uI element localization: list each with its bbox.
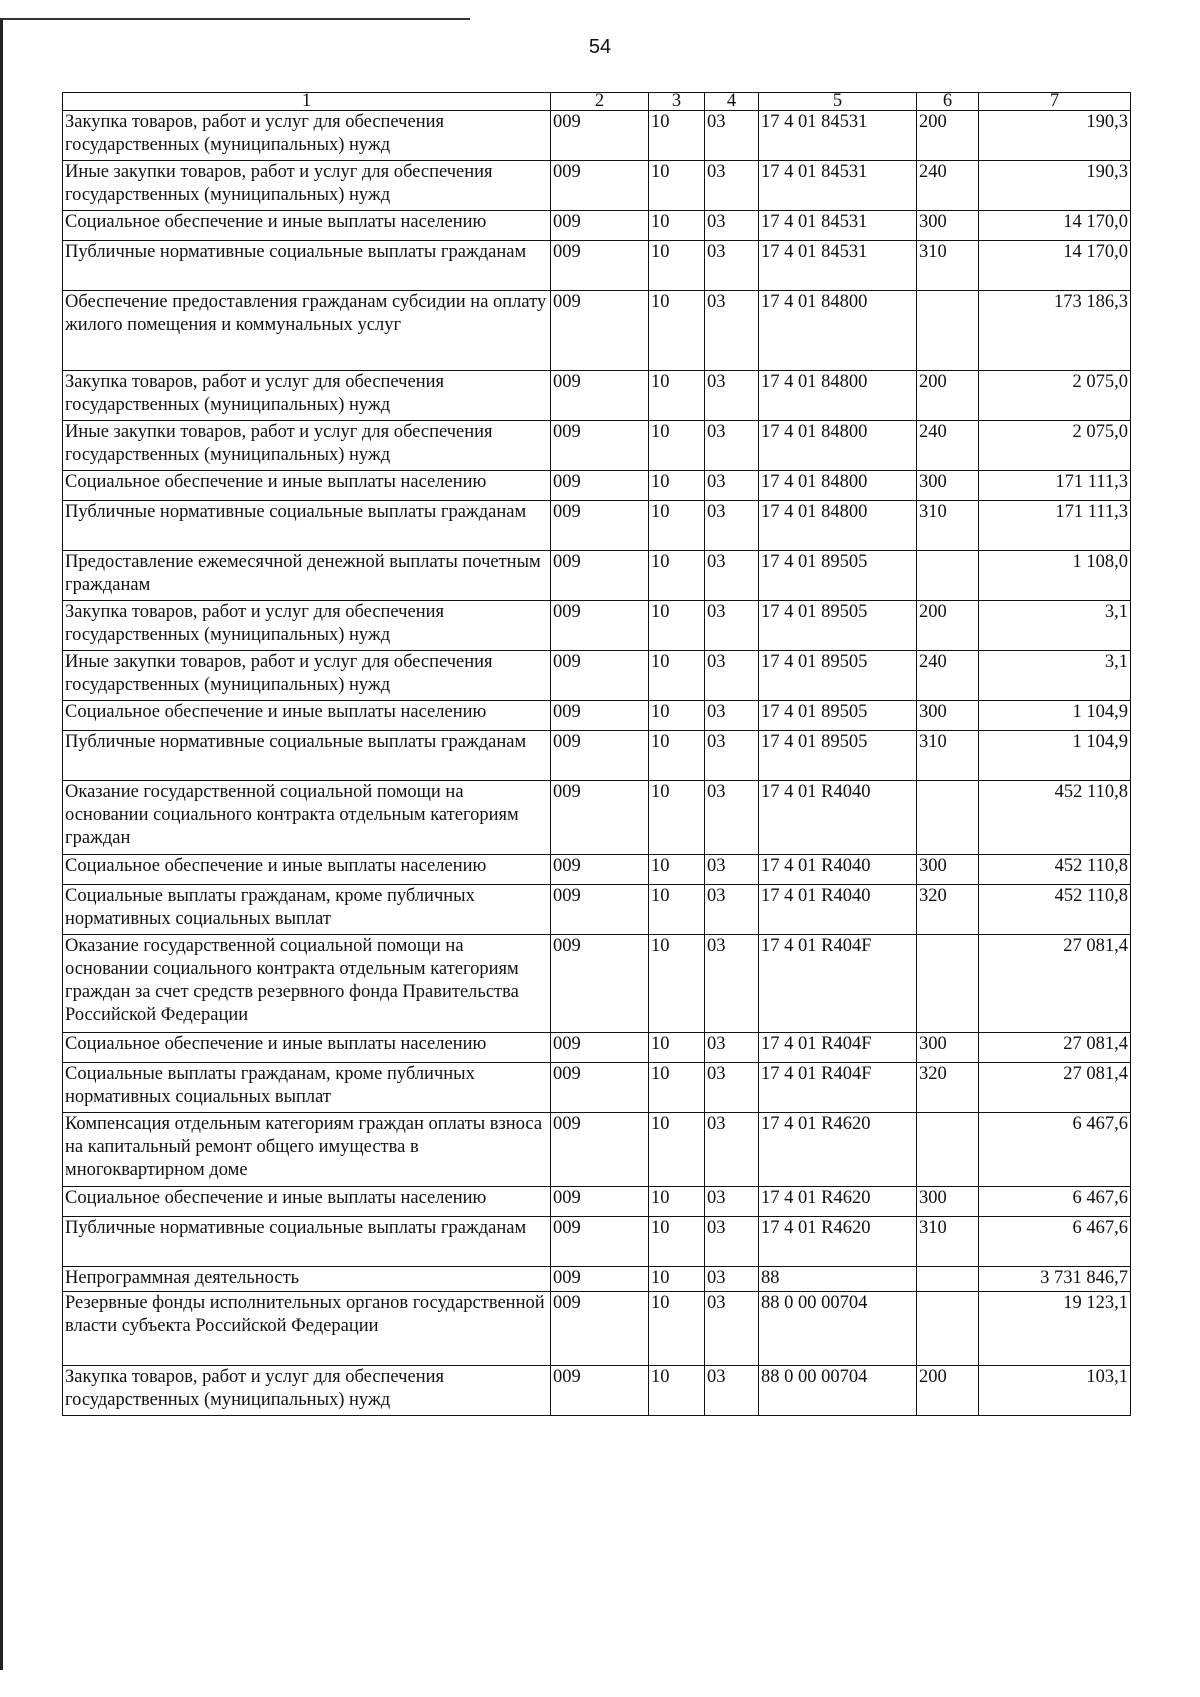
- row-amount-cell: 6 467,6: [979, 1113, 1131, 1187]
- row-subsection-cell: 03: [705, 111, 759, 161]
- row-target-article-cell: 17 4 01 89505: [759, 551, 917, 601]
- row-subsection-cell: 03: [705, 1033, 759, 1063]
- row-amount-cell: 190,3: [979, 111, 1131, 161]
- row-grbs-cell: 009: [551, 501, 649, 551]
- row-grbs-cell: 009: [551, 935, 649, 1033]
- row-amount-cell: 14 170,0: [979, 211, 1131, 241]
- row-grbs-cell: 009: [551, 1267, 649, 1292]
- table-row: [63, 291, 1131, 371]
- row-expense-type-cell: [917, 1113, 979, 1187]
- row-grbs-cell: 009: [551, 1187, 649, 1217]
- row-expense-type-cell: 200: [917, 371, 979, 421]
- row-name-cell: Социальное обеспечение и иные выплаты населению: [63, 1033, 551, 1063]
- row-expense-type-cell: 310: [917, 501, 979, 551]
- row-name-cell: Непрограммная деятельность: [63, 1267, 551, 1292]
- row-subsection-cell: 03: [705, 291, 759, 371]
- row-section-cell: 10: [649, 1366, 705, 1416]
- row-expense-type-cell: [917, 935, 979, 1033]
- row-expense-type-cell: 240: [917, 651, 979, 701]
- table-row: [63, 501, 1131, 551]
- row-amount-cell: 452 110,8: [979, 781, 1131, 855]
- row-section-cell: 10: [649, 855, 705, 885]
- table-row: [63, 211, 1131, 241]
- row-expense-type-cell: 310: [917, 731, 979, 781]
- row-section-cell: 10: [649, 701, 705, 731]
- row-subsection-cell: 03: [705, 1187, 759, 1217]
- row-subsection-cell: 03: [705, 601, 759, 651]
- row-subsection-cell: 03: [705, 371, 759, 421]
- row-expense-type-cell: [917, 551, 979, 601]
- header-cell: 5: [759, 93, 917, 111]
- row-name-cell: Предоставление ежемесячной денежной выплаты почетным гражданам: [63, 551, 551, 601]
- row-expense-type-cell: [917, 1292, 979, 1366]
- scan-top-line: [0, 18, 470, 20]
- row-section-cell: 10: [649, 781, 705, 855]
- row-subsection-cell: 03: [705, 471, 759, 501]
- row-amount-cell: 1 104,9: [979, 701, 1131, 731]
- row-grbs-cell: 009: [551, 1366, 649, 1416]
- table-row: [63, 701, 1131, 731]
- row-section-cell: 10: [649, 111, 705, 161]
- row-amount-cell: 3 731 846,7: [979, 1267, 1131, 1292]
- table-row: [63, 1063, 1131, 1113]
- row-amount-cell: 14 170,0: [979, 241, 1131, 291]
- row-target-article-cell: 17 4 01 84800: [759, 471, 917, 501]
- row-expense-type-cell: 200: [917, 601, 979, 651]
- table-row: [63, 601, 1131, 651]
- row-grbs-cell: 009: [551, 551, 649, 601]
- row-name-cell: Публичные нормативные социальные выплаты гражданам: [63, 501, 551, 551]
- row-target-article-cell: 17 4 01 89505: [759, 651, 917, 701]
- row-grbs-cell: 009: [551, 421, 649, 471]
- row-section-cell: 10: [649, 291, 705, 371]
- scan-left-edge: [0, 20, 3, 1670]
- row-section-cell: 10: [649, 731, 705, 781]
- row-name-cell: Иные закупки товаров, работ и услуг для обеспечения государственных (муниципальных) нужд: [63, 651, 551, 701]
- row-section-cell: 10: [649, 161, 705, 211]
- row-target-article-cell: 17 4 01 R4620: [759, 1187, 917, 1217]
- row-target-article-cell: 17 4 01 84531: [759, 111, 917, 161]
- header-cell: 7: [979, 93, 1131, 111]
- row-section-cell: 10: [649, 1217, 705, 1267]
- row-grbs-cell: 009: [551, 1292, 649, 1366]
- row-name-cell: Публичные нормативные социальные выплаты гражданам: [63, 731, 551, 781]
- row-grbs-cell: 009: [551, 855, 649, 885]
- table-row: [63, 1033, 1131, 1063]
- table-row: [63, 1187, 1131, 1217]
- table-row: [63, 855, 1131, 885]
- row-grbs-cell: 009: [551, 471, 649, 501]
- row-target-article-cell: 17 4 01 84800: [759, 501, 917, 551]
- row-grbs-cell: 009: [551, 161, 649, 211]
- row-expense-type-cell: [917, 1267, 979, 1292]
- row-grbs-cell: 009: [551, 371, 649, 421]
- row-subsection-cell: 03: [705, 1292, 759, 1366]
- row-name-cell: Закупка товаров, работ и услуг для обеспечения государственных (муниципальных) нужд: [63, 601, 551, 651]
- row-amount-cell: 3,1: [979, 601, 1131, 651]
- row-name-cell: Оказание государственной социальной помощи на основании социального контракта отдельным категориям граждан: [63, 781, 551, 855]
- header-cell: 2: [551, 93, 649, 111]
- row-name-cell: Социальное обеспечение и иные выплаты населению: [63, 471, 551, 501]
- table-row: [63, 111, 1131, 161]
- row-name-cell: Иные закупки товаров, работ и услуг для обеспечения государственных (муниципальных) нужд: [63, 421, 551, 471]
- row-section-cell: 10: [649, 211, 705, 241]
- row-subsection-cell: 03: [705, 781, 759, 855]
- table-row: [63, 1267, 1131, 1292]
- row-expense-type-cell: 200: [917, 111, 979, 161]
- row-amount-cell: 171 111,3: [979, 501, 1131, 551]
- row-section-cell: 10: [649, 651, 705, 701]
- row-section-cell: 10: [649, 601, 705, 651]
- row-section-cell: 10: [649, 1063, 705, 1113]
- row-amount-cell: 103,1: [979, 1366, 1131, 1416]
- row-section-cell: 10: [649, 1033, 705, 1063]
- row-amount-cell: 171 111,3: [979, 471, 1131, 501]
- row-amount-cell: 6 467,6: [979, 1187, 1131, 1217]
- row-grbs-cell: 009: [551, 211, 649, 241]
- table-row: [63, 885, 1131, 935]
- row-subsection-cell: 03: [705, 701, 759, 731]
- row-name-cell: Резервные фонды исполнительных органов государственной власти субъекта Российской Федерации: [63, 1292, 551, 1366]
- row-section-cell: 10: [649, 241, 705, 291]
- row-expense-type-cell: 320: [917, 885, 979, 935]
- row-name-cell: Публичные нормативные социальные выплаты гражданам: [63, 241, 551, 291]
- row-section-cell: 10: [649, 1267, 705, 1292]
- row-name-cell: Социальные выплаты гражданам, кроме публичных нормативных социальных выплат: [63, 1063, 551, 1113]
- row-amount-cell: 173 186,3: [979, 291, 1131, 371]
- row-subsection-cell: 03: [705, 551, 759, 601]
- row-amount-cell: 6 467,6: [979, 1217, 1131, 1267]
- row-section-cell: 10: [649, 935, 705, 1033]
- header-cell: 6: [917, 93, 979, 111]
- row-target-article-cell: 17 4 01 R4040: [759, 855, 917, 885]
- page-number: 54: [588, 36, 612, 58]
- header-row: [63, 93, 1131, 111]
- row-target-article-cell: 17 4 01 84531: [759, 161, 917, 211]
- table-row: [63, 161, 1131, 211]
- row-subsection-cell: 03: [705, 935, 759, 1033]
- row-name-cell: Социальное обеспечение и иные выплаты населению: [63, 211, 551, 241]
- row-name-cell: Закупка товаров, работ и услуг для обеспечения государственных (муниципальных) нужд: [63, 111, 551, 161]
- row-amount-cell: 3,1: [979, 651, 1131, 701]
- row-section-cell: 10: [649, 1187, 705, 1217]
- row-grbs-cell: 009: [551, 731, 649, 781]
- row-subsection-cell: 03: [705, 1113, 759, 1187]
- row-name-cell: Публичные нормативные социальные выплаты гражданам: [63, 1217, 551, 1267]
- row-target-article-cell: 17 4 01 84531: [759, 241, 917, 291]
- row-target-article-cell: 17 4 01 84800: [759, 421, 917, 471]
- row-expense-type-cell: 310: [917, 1217, 979, 1267]
- row-subsection-cell: 03: [705, 211, 759, 241]
- row-target-article-cell: 88: [759, 1267, 917, 1292]
- row-amount-cell: 1 108,0: [979, 551, 1131, 601]
- row-expense-type-cell: 240: [917, 421, 979, 471]
- row-subsection-cell: 03: [705, 1063, 759, 1113]
- row-amount-cell: 452 110,8: [979, 885, 1131, 935]
- row-grbs-cell: 009: [551, 885, 649, 935]
- row-expense-type-cell: 240: [917, 161, 979, 211]
- row-subsection-cell: 03: [705, 501, 759, 551]
- row-amount-cell: 2 075,0: [979, 371, 1131, 421]
- row-amount-cell: 1 104,9: [979, 731, 1131, 781]
- table-row: [63, 935, 1131, 1033]
- row-amount-cell: 27 081,4: [979, 1033, 1131, 1063]
- row-subsection-cell: 03: [705, 161, 759, 211]
- row-target-article-cell: 17 4 01 R4620: [759, 1217, 917, 1267]
- table-row: [63, 551, 1131, 601]
- row-amount-cell: 27 081,4: [979, 935, 1131, 1033]
- row-section-cell: 10: [649, 471, 705, 501]
- row-amount-cell: 2 075,0: [979, 421, 1131, 471]
- table-row: [63, 241, 1131, 291]
- row-grbs-cell: 009: [551, 291, 649, 371]
- row-subsection-cell: 03: [705, 1267, 759, 1292]
- row-target-article-cell: 17 4 01 R404F: [759, 935, 917, 1033]
- row-name-cell: Социальное обеспечение и иные выплаты населению: [63, 855, 551, 885]
- row-grbs-cell: 009: [551, 651, 649, 701]
- row-grbs-cell: 009: [551, 1217, 649, 1267]
- row-expense-type-cell: 300: [917, 701, 979, 731]
- row-name-cell: Закупка товаров, работ и услуг для обеспечения государственных (муниципальных) нужд: [63, 371, 551, 421]
- row-expense-type-cell: 300: [917, 855, 979, 885]
- header-cell: 3: [649, 93, 705, 111]
- header-cell: 4: [705, 93, 759, 111]
- row-target-article-cell: 17 4 01 84531: [759, 211, 917, 241]
- row-target-article-cell: 17 4 01 89505: [759, 601, 917, 651]
- row-name-cell: Оказание государственной социальной помощи на основании социального контракта отдельным категориям граждан за счет средств резервного фонда Правительства Российской Федерации: [63, 935, 551, 1033]
- row-target-article-cell: 17 4 01 84800: [759, 371, 917, 421]
- table-row: [63, 651, 1131, 701]
- row-expense-type-cell: [917, 781, 979, 855]
- row-subsection-cell: 03: [705, 1366, 759, 1416]
- row-section-cell: 10: [649, 371, 705, 421]
- row-subsection-cell: 03: [705, 421, 759, 471]
- row-grbs-cell: 009: [551, 1063, 649, 1113]
- row-target-article-cell: 88 0 00 00704: [759, 1292, 917, 1366]
- row-expense-type-cell: 200: [917, 1366, 979, 1416]
- row-amount-cell: 190,3: [979, 161, 1131, 211]
- row-section-cell: 10: [649, 501, 705, 551]
- row-target-article-cell: 88 0 00 00704: [759, 1366, 917, 1416]
- row-target-article-cell: 17 4 01 84800: [759, 291, 917, 371]
- row-expense-type-cell: [917, 291, 979, 371]
- row-target-article-cell: 17 4 01 R4040: [759, 781, 917, 855]
- row-name-cell: Компенсация отдельным категориям граждан оплаты взноса на капитальный ремонт общего имущества в многоквартирном доме: [63, 1113, 551, 1187]
- row-section-cell: 10: [649, 421, 705, 471]
- table-row: [63, 781, 1131, 855]
- row-amount-cell: 19 123,1: [979, 1292, 1131, 1366]
- row-section-cell: 10: [649, 551, 705, 601]
- budget-table: [62, 92, 1131, 1416]
- row-expense-type-cell: 300: [917, 471, 979, 501]
- row-subsection-cell: 03: [705, 855, 759, 885]
- row-target-article-cell: 17 4 01 89505: [759, 701, 917, 731]
- table-row: [63, 421, 1131, 471]
- row-target-article-cell: 17 4 01 R4040: [759, 885, 917, 935]
- row-grbs-cell: 009: [551, 111, 649, 161]
- row-name-cell: Социальное обеспечение и иные выплаты населению: [63, 1187, 551, 1217]
- row-expense-type-cell: 310: [917, 241, 979, 291]
- row-amount-cell: 452 110,8: [979, 855, 1131, 885]
- row-expense-type-cell: 320: [917, 1063, 979, 1113]
- row-expense-type-cell: 300: [917, 1187, 979, 1217]
- row-section-cell: 10: [649, 885, 705, 935]
- row-expense-type-cell: 300: [917, 1033, 979, 1063]
- row-subsection-cell: 03: [705, 731, 759, 781]
- row-target-article-cell: 17 4 01 R404F: [759, 1033, 917, 1063]
- row-subsection-cell: 03: [705, 885, 759, 935]
- row-subsection-cell: 03: [705, 1217, 759, 1267]
- row-grbs-cell: 009: [551, 241, 649, 291]
- row-amount-cell: 27 081,4: [979, 1063, 1131, 1113]
- row-subsection-cell: 03: [705, 651, 759, 701]
- row-target-article-cell: 17 4 01 R404F: [759, 1063, 917, 1113]
- row-grbs-cell: 009: [551, 601, 649, 651]
- header-cell: 1: [63, 93, 551, 111]
- row-section-cell: 10: [649, 1292, 705, 1366]
- row-name-cell: Обеспечение предоставления гражданам субсидии на оплату жилого помещения и коммунальных услуг: [63, 291, 551, 371]
- row-expense-type-cell: 300: [917, 211, 979, 241]
- table-row: [63, 371, 1131, 421]
- row-target-article-cell: 17 4 01 89505: [759, 731, 917, 781]
- row-name-cell: Закупка товаров, работ и услуг для обеспечения государственных (муниципальных) нужд: [63, 1366, 551, 1416]
- row-name-cell: Социальные выплаты гражданам, кроме публичных нормативных социальных выплат: [63, 885, 551, 935]
- table-row: [63, 1113, 1131, 1187]
- row-grbs-cell: 009: [551, 781, 649, 855]
- row-name-cell: Социальное обеспечение и иные выплаты населению: [63, 701, 551, 731]
- row-target-article-cell: 17 4 01 R4620: [759, 1113, 917, 1187]
- table-row: [63, 1292, 1131, 1366]
- row-grbs-cell: 009: [551, 1033, 649, 1063]
- row-grbs-cell: 009: [551, 1113, 649, 1187]
- table-row: [63, 731, 1131, 781]
- table-row: [63, 471, 1131, 501]
- row-subsection-cell: 03: [705, 241, 759, 291]
- table-row: [63, 1217, 1131, 1267]
- row-name-cell: Иные закупки товаров, работ и услуг для обеспечения государственных (муниципальных) нужд: [63, 161, 551, 211]
- table-row: [63, 1366, 1131, 1416]
- row-section-cell: 10: [649, 1113, 705, 1187]
- row-grbs-cell: 009: [551, 701, 649, 731]
